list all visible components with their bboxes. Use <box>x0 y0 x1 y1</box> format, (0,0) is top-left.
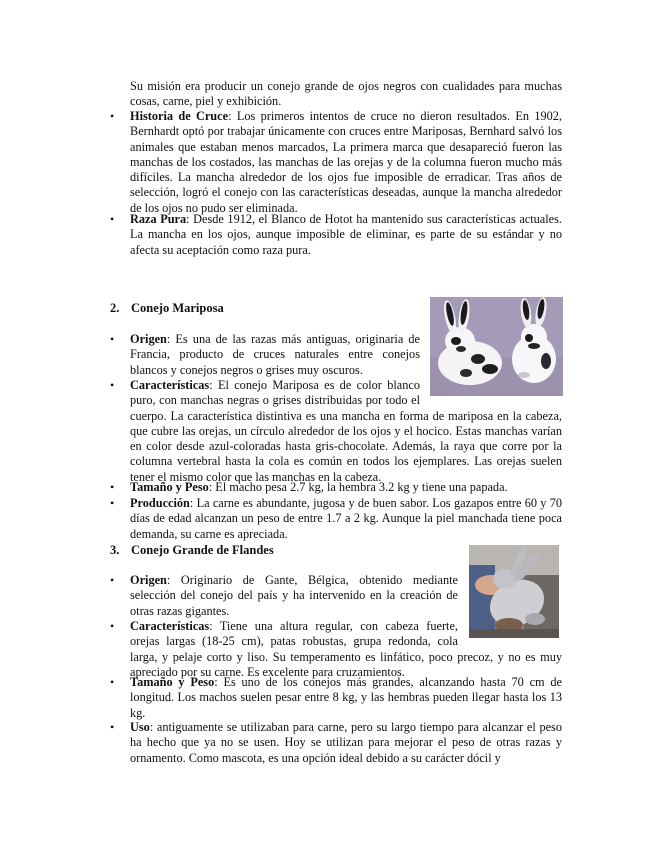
bullet-icon: • <box>110 212 115 226</box>
bullet-icon: • <box>110 109 115 123</box>
mariposa-tamano-item <box>130 480 562 495</box>
item-text: : Es uno de los conejos más grandes, alcanzando hasta 70 cm de longitud. Los machos suelen pesar entre 8 kg, y las hembras pueden llegar hasta los 13 kg. <box>130 675 562 720</box>
item-text: : El conejo Mariposa es de color blanco puro, con manchas negras o grises distribuidas por todo el cuerpo. La característica distintiva es una mancha en forma de mariposa en la cabeza, que cubre las orejas, un círculo alrededor de los ojos y el hocico. Estas manchas varían en color desde azul-coloradas hasta gris-chocolate. Además, la raya que corre por la columna vertebral hasta la cola es común en todos los ejemplares. Las orejas suelen tener el mismo color que las manchas en la cabeza. <box>130 378 562 484</box>
item-label: Origen <box>130 332 167 346</box>
section-number: 3. <box>110 543 120 557</box>
item-text: : El macho pesa 2.7 kg, la hembra 3.2 kg y tiene una papada. <box>208 480 508 494</box>
item-label: Raza Pura <box>130 212 187 226</box>
mariposa-caracteristicas-item <box>130 378 562 485</box>
item-label: Características <box>130 619 210 633</box>
flandes-caracteristicas-item <box>130 619 562 680</box>
bullet-icon: • <box>110 720 115 734</box>
mariposa-produccion-item <box>130 496 562 542</box>
flandes-origen-item <box>130 573 458 619</box>
flandes-tamano-item <box>130 675 562 721</box>
item-label: Tamaño y Peso <box>130 480 209 494</box>
flandes-uso-item <box>130 720 562 766</box>
item-label: Producción <box>130 496 190 510</box>
item-text: : antiguamente se utilizaban para carne, pero su largo tiempo para alcanzar el peso ha hecho que ya no se usen. Hoy se utilizan para mejorar el peso de otras razas y ornamento. Como mascota, es una opción ideal debido a su carácter dócil y <box>130 720 562 765</box>
mariposa-origen-item <box>130 332 420 378</box>
section-title: Conejo Grande de Flandes <box>131 543 274 557</box>
bullet-icon: • <box>110 378 115 392</box>
bullet-icon: • <box>110 675 115 689</box>
item-label: Características <box>130 378 210 392</box>
item-text: : Los primeros intentos de cruce no dieron resultados. En 1902, Bernhardt optó por trabajar únicamente con cruces entre Mariposas, Bernhard salvó los animales que estaban menos marcados, La primera marca que desapareció fueron las manchas de los costados, las manchas de las orejas y de la columna fueron mucho más difíciles. La mancha alrededor de los ojos fue imposible de erradicar. Tras años de selección, logró el conejo con las características deseadas, aunque la mancha alrededor de los ojos no pudo ser eliminada. <box>130 109 563 215</box>
item-text: : Originario de Gante, Bélgica, obtenido mediante selección del conejo del país y ha intervenido en la creación de otras razas gigantes. <box>130 573 458 618</box>
item-text: : Desde 1912, el Blanco de Hotot ha mantenido sus características actuales. La mancha en los ojos, aunque imposible de eliminar, es parte de su estándar y no afecta su aceptación como raza pura. <box>130 212 562 257</box>
item-label: Origen <box>130 573 167 587</box>
item-label: Uso <box>130 720 150 734</box>
item-text: : Tiene una altura regular, con cabeza fuerte, orejas largas (18-25 cm), patas robustas, grupa redonda, cola larga, y pelaje corto y liso. Su temperamento es linfático, poco precoz, y no es muy apreciado por su carne. Es excelente para cruzamientos. <box>130 619 562 679</box>
item-label: Historia de Cruce <box>130 109 229 123</box>
section-heading-flandes <box>110 542 274 558</box>
mision-paragraph: Su misión era producir un conejo grande de ojos negros con cualidades para muchas cosas, carne, piel y exhibición. <box>130 79 562 109</box>
item-text: : Es una de las razas más antiguas, originaria de Francia, producto de cruces naturales entre conejos blancos y conejos negros o grises muy oscuros. <box>130 332 420 377</box>
bullet-icon: • <box>110 619 115 633</box>
section-number: 2. <box>110 301 120 315</box>
bullet-icon: • <box>110 480 115 494</box>
section-heading-mariposa <box>110 300 224 316</box>
bullet-icon: • <box>110 496 115 510</box>
bullet-icon: • <box>110 573 115 587</box>
item-text: : La carne es abundante, jugosa y de buen sabor. Los gazapos entre 60 y 70 días de edad alcanzan un peso de entre 1.7 a 2 kg. Aunque la piel manchada tiene poca demanda, su carne es apreciada. <box>130 496 562 541</box>
hotot-raza-pura-item <box>130 212 562 258</box>
section-title: Conejo Mariposa <box>131 301 224 315</box>
bullet-icon: • <box>110 332 115 346</box>
item-label: Tamaño y Peso <box>130 675 215 689</box>
hotot-historia-item <box>130 109 562 216</box>
